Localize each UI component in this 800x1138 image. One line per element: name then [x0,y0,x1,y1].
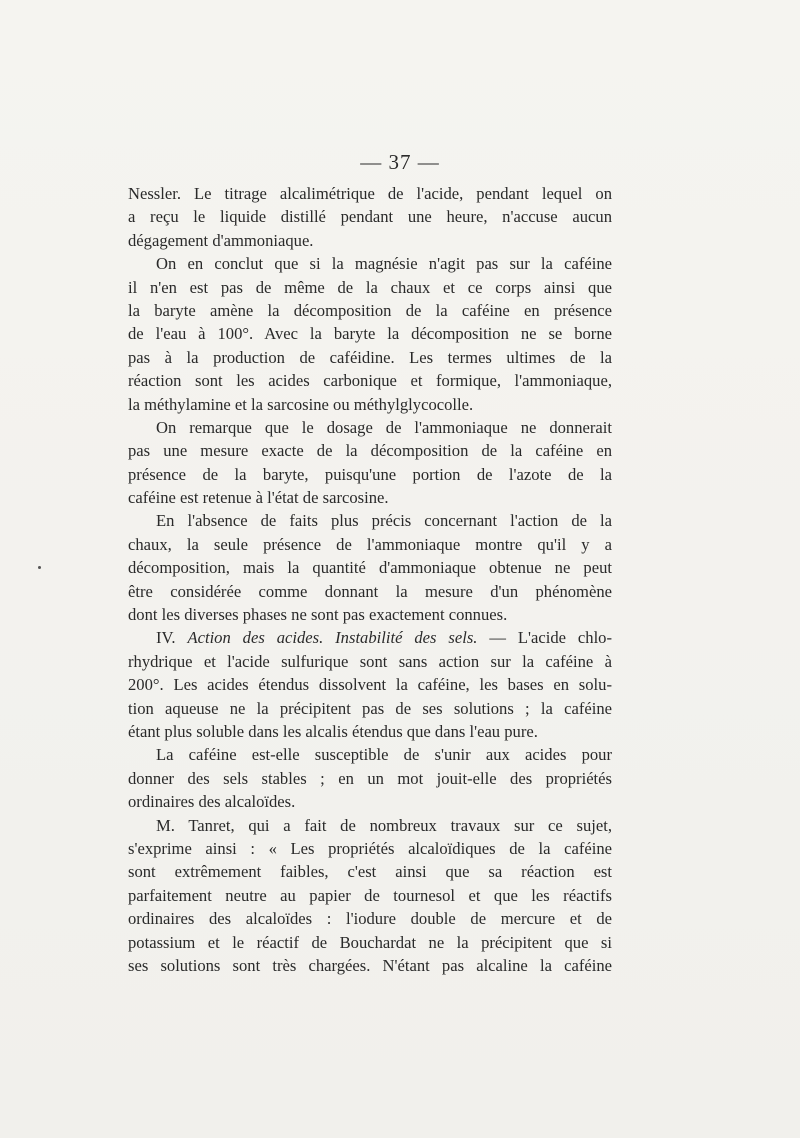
text-line: de l'eau à 100°. Avec la baryte la décomposition ne se borne [128,324,612,344]
paragraph-section-iv [128,626,612,743]
text-line: M. Tanret, qui a fait de nombreux travaux sur ce sujet, [156,815,612,835]
text-line: la baryte amène la décomposition de la caféine en présence [128,300,612,320]
text-line: réaction sont les acides carbonique et formique, l'ammoniaque, [128,371,612,391]
section-number: IV. [156,628,176,648]
margin-dot [38,566,41,569]
section-title: Action des acides. Instabilité des sels. [187,628,478,648]
text-line: En l'absence de faits plus précis concernant l'action de la [156,511,612,531]
paragraph [128,416,612,510]
text-line: il n'en est pas de même de la chaux et ce corps ainsi que [128,277,612,297]
text-line: caféine est retenue à l'état de sarcosine. [128,488,389,508]
paragraph [128,814,612,978]
text-line: être considérée comme donnant la mesure d'un phénomène [128,581,612,601]
text-line: On remarque que le dosage de l'ammoniaque ne donnerait [156,417,612,437]
paragraph [128,509,612,626]
text-line: donner des sels stables ; en un mot jouit-elle des propriétés [128,768,612,788]
text-line: s'exprime ainsi : « Les propriétés alcaloïdiques de la caféine [128,838,612,858]
text-line: ses solutions sont très chargées. N'étant pas alcaline la caféine [128,955,612,975]
text-line: potassium et le réactif de Bouchardat ne la précipitent que si [128,932,612,952]
paragraph [128,743,612,813]
paragraph [128,252,612,416]
text-line: ordinaires des alcaloïdes. [128,792,296,812]
text-line: pas à la production de caféidine. Les termes ultimes de la [128,347,612,367]
text-line: Nessler. Le titrage alcalimétrique de l'acide, pendant lequel on [128,184,612,203]
text-line: tion aqueuse ne la précipitent pas de ses solutions ; la caféine [128,698,612,718]
text-line: parfaitement neutre au papier de tournesol et que les réactifs [128,885,612,905]
text-line: On en conclut que si la magnésie n'agit pas sur la caféine [156,254,612,274]
text-line: présence de la baryte, puisqu'une portion de l'azote de la [128,464,612,484]
text-line: rhydrique et l'acide sulfurique sont sans action sur la caféine à [128,651,612,671]
text-line: pas une mesure exacte de la décomposition de la caféine en [128,441,612,461]
text-line: dont les diverses phases ne sont pas exactement connues. [128,605,508,625]
text-line: ordinaires des alcaloïdes : l'iodure double de mercure et de [128,909,612,929]
text-line: chaux, la seule présence de l'ammoniaque montre qu'il y a [128,534,612,554]
section-text: — L'acide chlo- [489,628,612,648]
text-line: décomposition, mais la quantité d'ammoniaque obtenue ne peut [128,558,612,578]
page-number: — 37 — [360,150,440,174]
text-line: La caféine est-elle susceptible de s'unir aux acides pour [156,745,612,765]
text-line: la méthylamine et la sarcosine ou méthylglycocolle. [128,394,474,414]
text-line: a reçu le liquide distillé pendant une heure, n'accuse aucun [128,207,612,227]
paragraph [128,182,612,252]
text-line: sont extrêmement faibles, c'est ainsi que sa réaction est [128,862,612,882]
text-line: étant plus soluble dans les alcalis étendus que dans l'eau pure. [128,721,538,741]
body-text [128,182,612,977]
text-line: dégagement d'ammoniaque. [128,230,314,250]
text-line: 200°. Les acides étendus dissolvent la caféine, les bases en solu- [128,675,612,695]
section-heading-line [128,626,612,649]
